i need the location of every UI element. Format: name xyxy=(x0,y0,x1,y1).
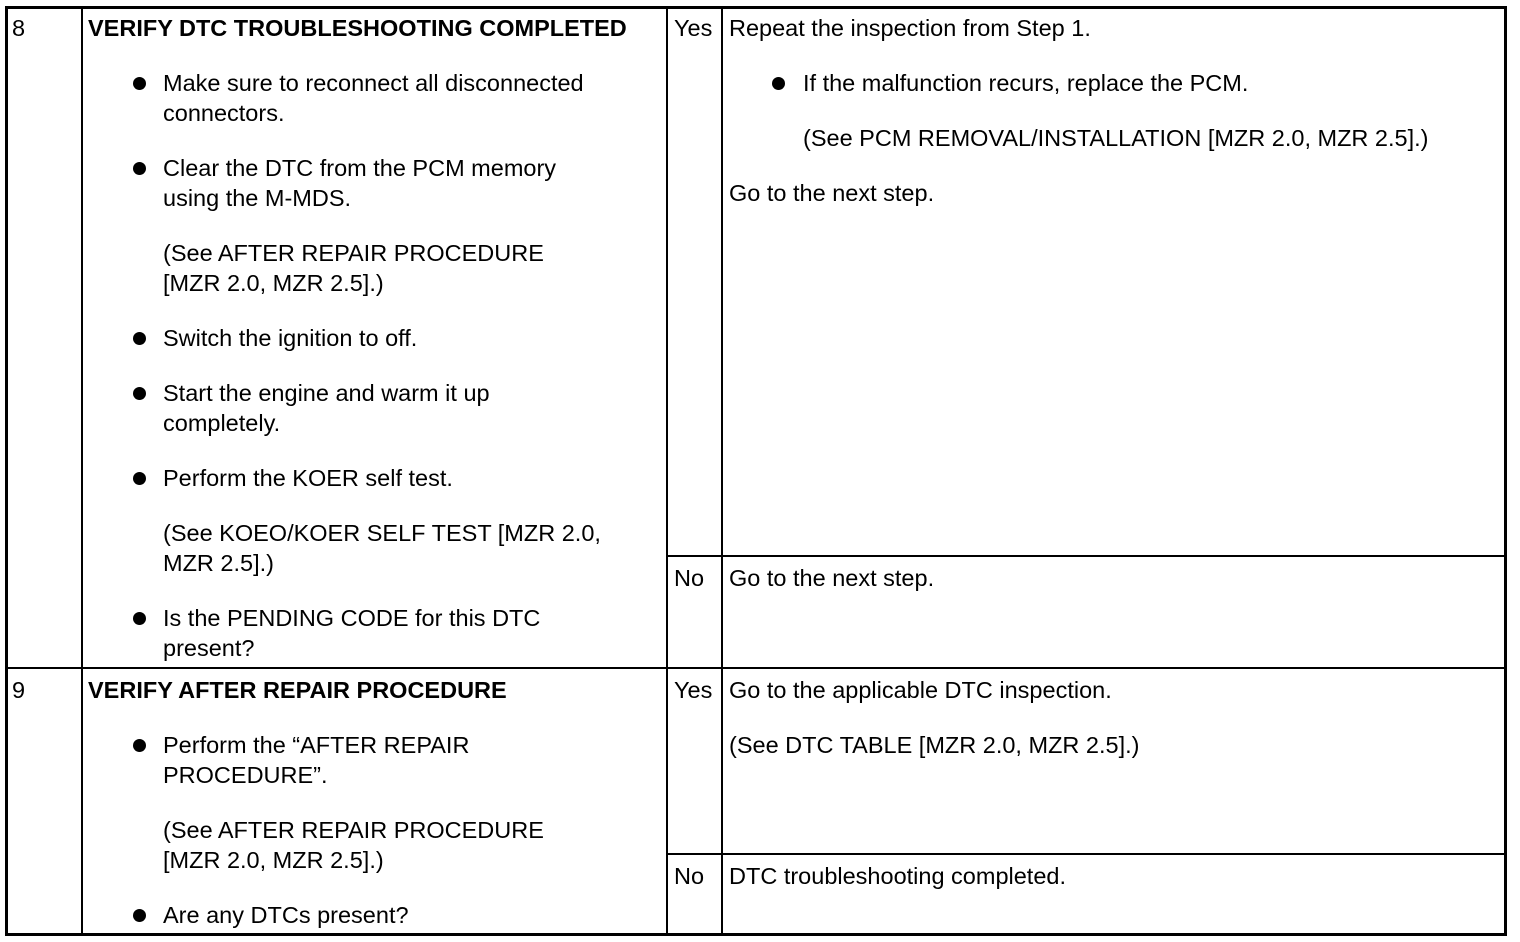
column-divider xyxy=(721,6,723,936)
bullet-icon xyxy=(133,387,146,400)
yes-action-text: Go to the applicable DTC inspection. xyxy=(729,677,1112,703)
yes-action-text: Repeat the inspection from Step 1. xyxy=(729,15,1091,41)
instruction-text: Switch the ignition to off. xyxy=(163,325,418,351)
bullet-icon xyxy=(772,77,785,90)
bullet-icon xyxy=(133,332,146,345)
no-label: No xyxy=(674,863,705,889)
reference-text: (See DTC TABLE [MZR 2.0, MZR 2.5].) xyxy=(729,732,1140,758)
step-number: 9 xyxy=(12,677,26,703)
result-divider xyxy=(666,853,1507,855)
instruction-text: Make sure to reconnect all disconnected xyxy=(163,70,584,96)
row-divider xyxy=(5,667,1507,669)
bullet-icon xyxy=(133,909,146,922)
bullet-icon xyxy=(133,612,146,625)
reference-text: (See KOEO/KOER SELF TEST [MZR 2.0, xyxy=(163,520,601,546)
bullet-icon xyxy=(133,77,146,90)
yes-label: Yes xyxy=(674,677,713,703)
column-divider xyxy=(666,6,668,936)
instruction-text: using the M-MDS. xyxy=(163,185,352,211)
instruction-text: connectors. xyxy=(163,100,285,126)
bullet-icon xyxy=(133,472,146,485)
instruction-text: completely. xyxy=(163,410,281,436)
reference-text: [MZR 2.0, MZR 2.5].) xyxy=(163,847,384,873)
step-title: VERIFY AFTER REPAIR PROCEDURE xyxy=(88,677,507,703)
reference-text: (See AFTER REPAIR PROCEDURE xyxy=(163,817,544,843)
column-divider xyxy=(81,6,83,936)
instruction-text: Clear the DTC from the PCM memory xyxy=(163,155,557,181)
yes-label: Yes xyxy=(674,15,713,41)
instruction-text: Is the PENDING CODE for this DTC xyxy=(163,605,541,631)
no-label: No xyxy=(674,565,705,591)
no-action-text: Go to the next step. xyxy=(729,565,935,591)
yes-action-text: Go to the next step. xyxy=(729,180,935,206)
reference-text: [MZR 2.0, MZR 2.5].) xyxy=(163,270,384,296)
instruction-text: Are any DTCs present? xyxy=(163,902,409,928)
instruction-text: PROCEDURE”. xyxy=(163,762,328,788)
result-divider xyxy=(666,555,1507,557)
bullet-icon xyxy=(133,162,146,175)
bullet-icon xyxy=(133,739,146,752)
instruction-text: Start the engine and warm it up xyxy=(163,380,490,406)
yes-action-text: If the malfunction recurs, replace the PCM. xyxy=(803,70,1249,96)
reference-text: MZR 2.5].) xyxy=(163,550,274,576)
reference-text: (See AFTER REPAIR PROCEDURE xyxy=(163,240,544,266)
instruction-text: Perform the KOER self test. xyxy=(163,465,453,491)
step-title: VERIFY DTC TROUBLESHOOTING COMPLETED xyxy=(88,15,627,41)
instruction-text: Perform the “AFTER REPAIR xyxy=(163,732,470,758)
no-action-text: DTC troubleshooting completed. xyxy=(729,863,1067,889)
instruction-text: present? xyxy=(163,635,255,661)
step-number: 8 xyxy=(12,15,26,41)
reference-text: (See PCM REMOVAL/INSTALLATION [MZR 2.0, MZR 2.5].) xyxy=(803,125,1429,151)
